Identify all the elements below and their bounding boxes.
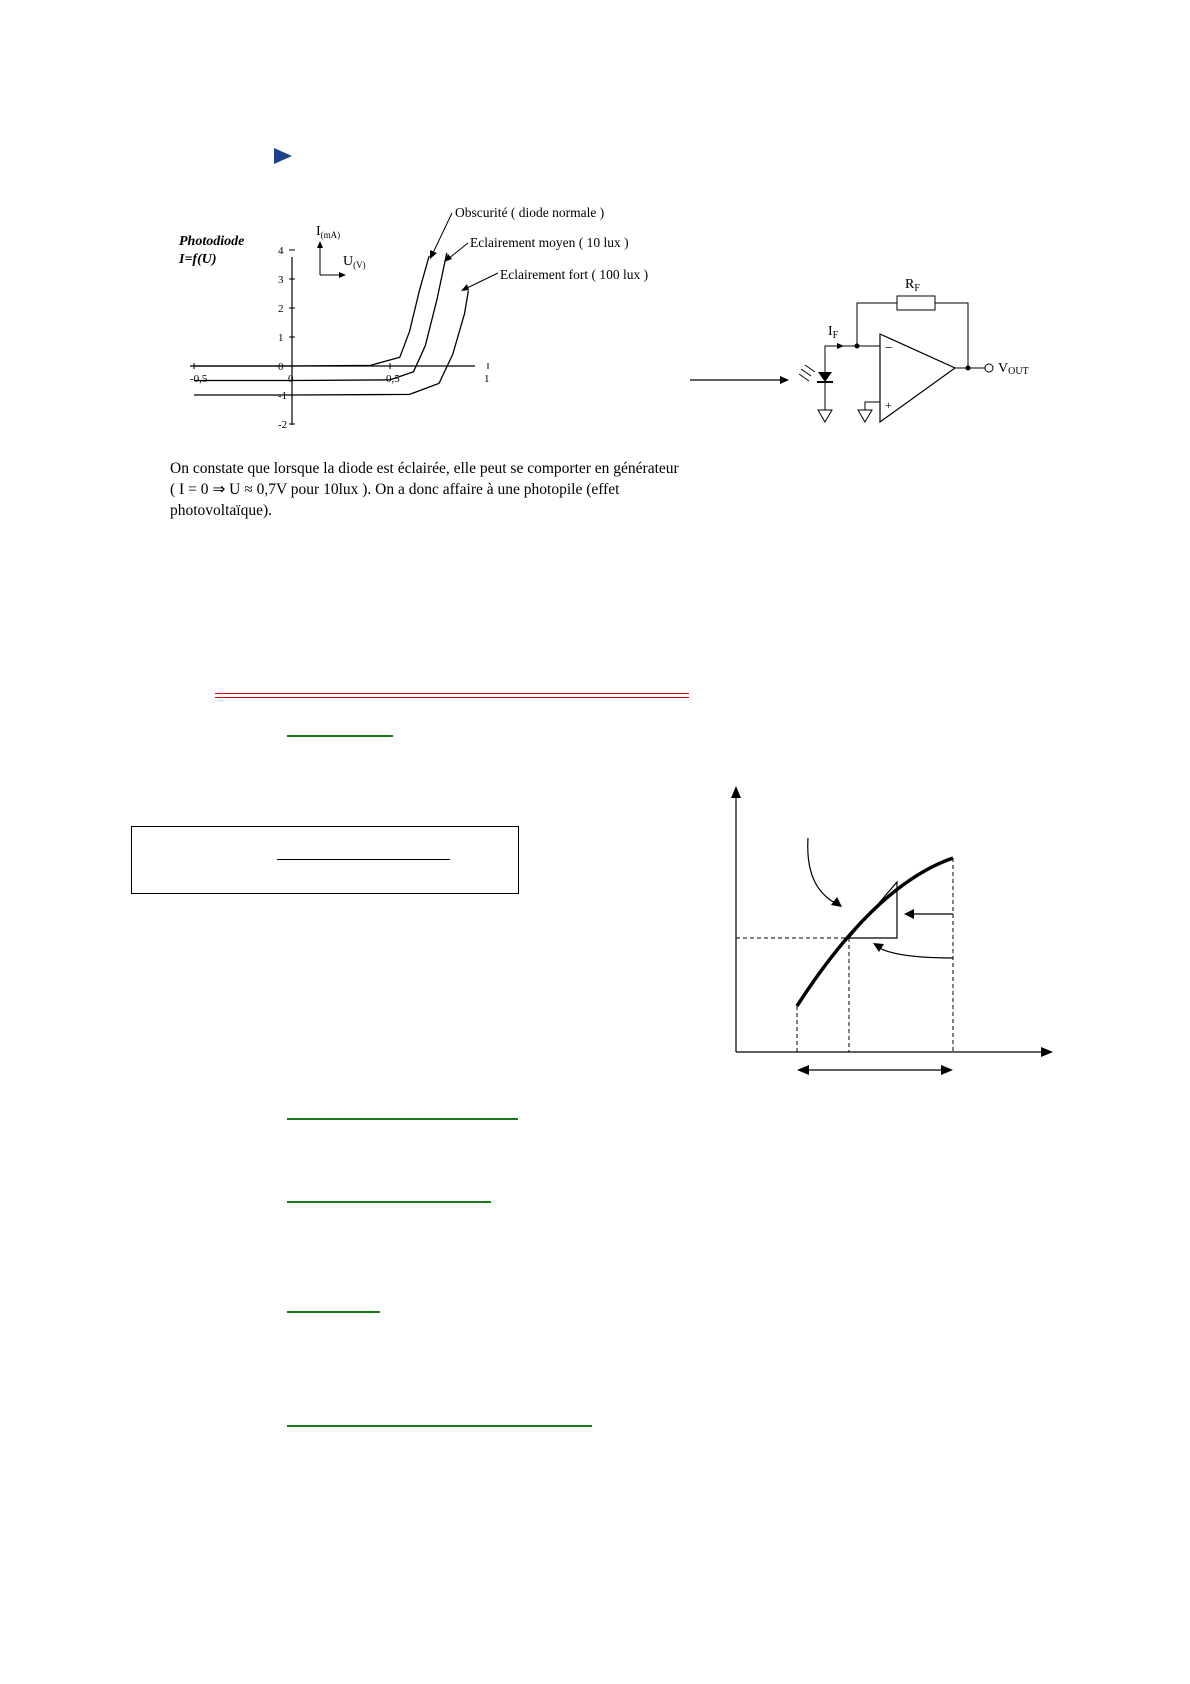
section-divider-top [215,693,689,694]
y-tick-label: 1 [278,332,284,344]
x-tick-label: 0 [288,373,294,385]
heading-underline-2 [287,1118,518,1120]
formula-box [131,826,519,894]
noninverting-wire [865,402,880,410]
y-tick-label: 3 [278,274,284,286]
fraction-bar [277,859,450,860]
curve-pointer-arrow [808,838,842,907]
current-arrow-icon [837,343,844,349]
x-axis-arrow [736,1047,1053,1057]
transimpedance-circuit [685,262,1060,442]
plus-sign: + [885,398,892,412]
x-tick-label: 1 [484,373,490,385]
output-junction-dot [966,366,971,371]
heading-underline-5 [287,1425,592,1427]
photodiode-wire [825,346,857,376]
paragraph-line-3: photovoltaïque). [170,502,273,519]
paragraph-line-2: ( I = 0 ⇒ U ≈ 0,7V pour 10lux ). On a donc affaire à une photopile (effet [170,481,620,498]
x-tick-label: -0,5 [190,373,208,385]
minus-sign: − [885,341,893,356]
observation-paragraph [170,458,700,521]
heading-underline-3 [287,1201,491,1203]
axis-u-label: $U_{(V)}$ [343,254,366,270]
curve-label-strong: Eclairement fort ( 100 lux ) [500,267,649,282]
feedback-wire-out [935,303,968,368]
axis-indicator-icon [317,241,346,278]
curve-dark [194,256,429,366]
triangle-pointer-arrow [904,909,953,919]
heading-underline-4 [287,1311,380,1313]
y-tick-label: -1 [278,390,288,402]
range-double-arrow [797,1065,953,1075]
vout-label: VOUT [998,361,1029,377]
label-arrow-medium [444,243,468,262]
y-tick-label: 2 [278,303,284,315]
label-arrow-strong [461,273,498,291]
section-divider-bottom [215,697,689,698]
y-tick-label: -2 [278,419,288,431]
if-label: $I_F$ [828,324,839,341]
bullet-arrow-icon [272,146,294,166]
photodiode-chart [170,195,690,435]
y-tick-label: 0 [278,361,284,373]
photodiode-symbol-icon [799,365,833,410]
rf-label: $R_F$ [905,277,920,294]
slope-triangle [849,882,897,938]
label-arrow-dark [430,213,452,259]
feedback-resistor [897,296,935,310]
chart-title-line2: I=f(U) [179,252,217,267]
curve-label-medium: Eclairement moyen ( 10 lux ) [470,235,629,250]
ground-icon [818,410,832,422]
heading-underline-1 [287,735,393,737]
y-tick-label: 4 [278,245,284,257]
curve-label-dark: Obscurité ( diode normale ) [455,205,605,220]
axis-i-label: $I_{(mA)}$ [316,224,341,240]
response-curve [797,858,953,1006]
curve-strong [194,291,468,395]
x-tick-label: 0,5 [386,373,400,385]
chart-title-line1: Photodiode [179,234,245,249]
junction-dot [855,344,860,349]
input-arrow [690,376,789,384]
y-axis-arrow [731,786,741,1052]
paragraph-line-1: On constate que lorsque la diode est éclairée, elle peut se comporter en générateur [170,460,679,477]
tangent-pointer-arrow [873,943,953,958]
ground-icon-2 [858,410,872,422]
sensitivity-diagram [725,780,1060,1085]
output-terminal-icon [985,364,993,372]
